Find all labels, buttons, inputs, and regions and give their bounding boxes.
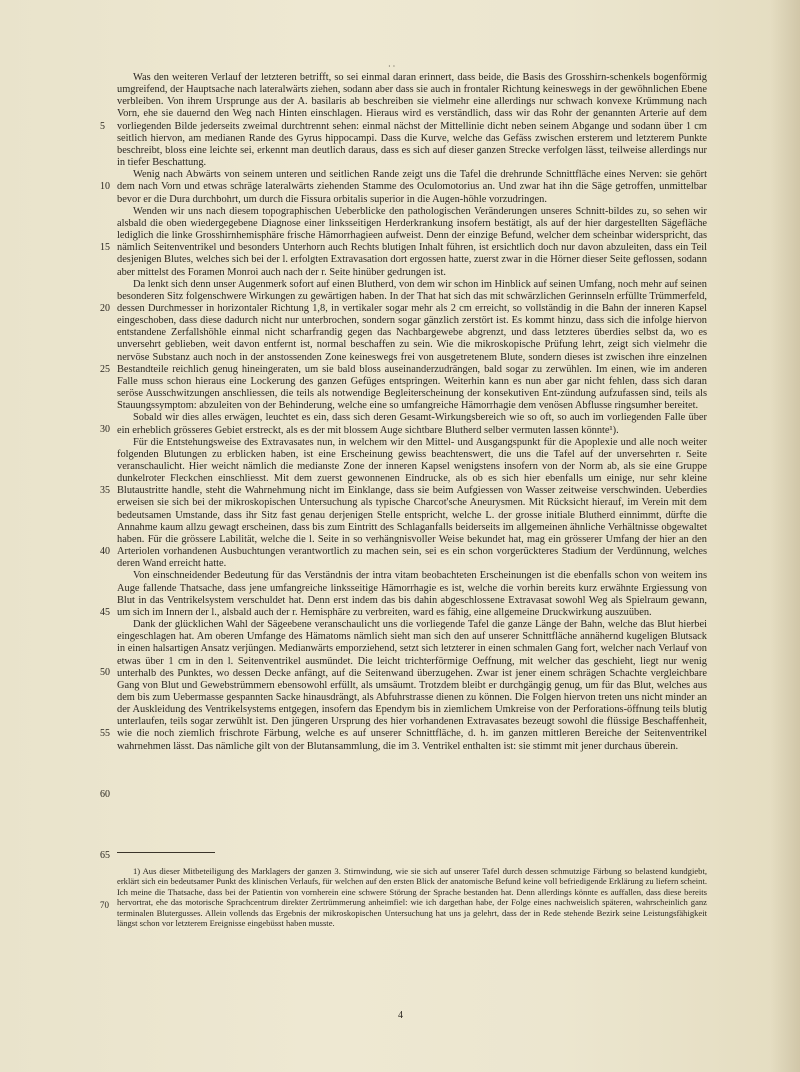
line-number: 55 [100,728,110,740]
top-mark: ·· [388,62,398,71]
line-number: 65 [100,849,110,861]
paragraph: Wenden wir uns nach diesem topographischen Ueberblicke den pathologischen Veränderungen unseres Schnitt-bildes zu, so sehen wir alsbald die oben wiedergegebene Diagnose einer linksseitigen Herderkrankung insofern bestätigt, als auf der hier dargestellten Sägefläche lediglich die linke Grosshirnhemisphäre frische Hämorrhagieen aufweist. Denn der einzige Befund, welcher dem scheinbar widerspricht, das nämlich Seitenventrikel und besonders Unterhorn auch Rechts blutigen Inhalt führen, ist ersichtlich doch nur davon abzuleiten, dass ein Teil desjenigen Blutes, welches sich bei der l. erfolgten Extravasation dort ergossen hatte, zuerst zwar in die Hörner dieser Seite geflossen, sodann aber mittelst des Foramen Monroi auch nach der r. Seite hinüber gedrungen ist. [117,205,707,278]
body-text [117,72,707,753]
paragraph: Sobald wir dies alles erwägen, leuchtet es ein, dass sich deren Gesamt-Wirkungsbereich wie so oft, so auch im vorliegenden Falle über ein erheblich grösseres Gebiet erstreckt, als es der mit blossem Auge sichtbare Blutherd selber vermuten lassen könnte¹). [117,412,707,436]
paragraph: Da lenkt sich denn unser Augenmerk sofort auf einen Blutherd, von dem wir schon im Hinblick auf seinen Umfang, noch mehr auf seinen besonderen Sitz folgenschwere Wirkungen zu gewärtigen haben. In der That hat sich das mit schwärzlichen Gerinnseln erfüllte Trümmerfeld, dessen Durchmesser in horizontaler Richtung 1,8, in vertikaler sogar mehr als 2 cm erreicht, so vollständig in die Bahn der inneren Kapsel eingeschoben, dass diese dadurch nicht nur unterbrochen, sondern sogar gänzlich zerstört ist. Es kommt hinzu, dass sich die infolge hiervon entstandene Zerfallshöhle einmal nicht scharfrandig gegen das Nachbargewebe abgrenzt, und dass letzteres überdies selbst da, wo es unversehrt geblieben, weit davon entfernt ist, normal beschaffen zu sein. Wie die mikroskopische Prüfung lehrt, zeigt sich vielmehr die nervöse Substanz auch noch in der anstossenden Zone keineswegs frei von ausgetretenem Blute, sondern dieses ist zwischen ihre einzelnen Bestandteile reichlich genug hineingeraten, um sie bald bloss auseinanderzudrängen, bald sogar zu zerwühlen. Im einen, wie im anderen Falle muss schon hieraus eine Lockerung des ganzen Gefüges entspringen. Weiterhin kann es nun aber gar nicht fehlen, dass sich daran seröse Ausschwitzungen anschliessen, die teils als notwendige Begleiterscheinung der konsekutiven Ent-zündung aufzufassen sind, teils als Stauungssymptom: abzuleiten von der Behinderung, welche eine so umfangreiche Hämorrhagie dem venösen Abflusse ringsumher bereitet. [117,278,707,412]
line-number: 60 [100,788,110,800]
paragraph: Wenig nach Abwärts von seinem unteren und seitlichen Rande zeigt uns die Tafel die drehrunde Schnittfläche eines Nerven: sie gehört dem nach Vorn und etwas schräge lateralwärts ziehenden Stamme des Oculomotorius an. Und zwar hat ihn die Säge getroffen, unmittelbar bevor er die Dura durchbohrt, um durch die Fissura orbitalis superior in die Augen-höhle vorzudringen. [117,169,707,205]
line-number: 35 [100,485,110,497]
paragraph: Für die Entstehungsweise des Extravasates nun, in welchem wir den Mittel- und Ausgangspunkt für die Apoplexie und alle noch weiter folgenden Blutungen zu erblicken haben, ist eine Erscheinung gewiss beachtenswert, die uns die Tafel auf der unversehrten r. Seite veranschaulicht. Hier weicht nämlich die medianste Zone der inneren Kapsel wenigstens insofern von der Norm ab, als sie eine Gruppe dunkelroter Fleckchen einschliesst. Mit dem zuerst gewonnenen Eindrucke, als ob es sich hier ebenfalls um einige, nur sehr kleine Blutaustritte handle, steht die Wahrnehmung nicht im Einklange, dass sie beim Aufgiessen von Wasser zeitweise verschwinden. Ueberdies erweisen sie sich bei der mikroskopischen Untersuchung als typische Charcot'sche Aneurysmen. Mit Rücksicht hierauf, im Verein mit dem bedeutsamen Umstande, dass ihr Sitz fast genau derjenigen Stelle entspricht, welche L. der grosse initiale Blutherd einnimmt, dürfte die Annahme kaum allzu gewagt erscheinen, dass bis zum Eintritt des Schlaganfalls beiderseits im allgemeinen ähnliche Verhältnisse obgewaltet haben. Für die grössere Labilität, welche die l. Seite in so verhängnisvoller Weise bekundet hat, mag ein grösserer Umfang der hier an den Arteriolen vorhandenen Ausbuchtungen verantwortlich zu machen sein, sei es ein schon vorgerückteres Stadium der Verdünnung, welches deren Wand erreicht hatte. [117,436,707,570]
paragraph: Dank der glücklichen Wahl der Sägeebene veranschaulicht uns die vorliegende Tafel die ganze Länge der Bahn, welche das Blut hierbei eingeschlagen hat. Am oberen Umfange des Hämatoms nämlich sieht man sich den auf unserer Schnittfläche annähernd kugeligen Blutsack in einen halsartigen Ansatz verjüngen. Medianwärts emporziehend, setzt sich letzterer in einen schmalen Gang fort, welcher nach Verlauf von etwas über 1 cm in den l. Seitenventrikel ausmündet. Die leicht trichterförmige Oeffnung, mit welcher das geschieht, liegt nur wenig unterhalb des Punktes, wo dessen Decke anfängt, auf die Seitenwand überzugehen. Zwar ist jener einem schrägen Schachte vergleichbare Gang von Blut und Gewebstrümmern ebensowohl erfüllt, als umsäumt. Trotzdem bleibt er durchgängig genug, um für das Blut, welches aus dem bis zum Uebermasse gespannten Sacke hinausdrängt, als Abfuhrstrasse dienen zu können. Die Folgen hiervon treten uns nicht minder an der Auskleidung des Ventrikelsystems entgegen, insofern das Ependym bis in ziemlichem Umkreise von der Perforations-öffnung teils blutig unterlaufen, teils sogar zerwühlt ist. Den jüngeren Ursprung des hier vorhandenen Extravasates bezeugt sowohl die flüssige Beschaffenheit, wie die noch ziemlich frischrote Färbung, welche es auf unserer Schnittfläche, d. h. im ganzen mittleren Bereiche der Seitenventrikel wahrnehmen lässt. Das nämliche gilt von der Blutansammlung, die im 3. Ventrikel enthalten ist: sie stimmt mit jener durchaus überein. [117,619,707,752]
line-number: 15 [100,242,110,254]
line-number: 70 [100,900,109,910]
line-number: 5 [100,120,105,132]
line-number: 25 [100,363,110,375]
line-number: 10 [100,181,110,193]
paragraph: Von einschneidender Bedeutung für das Verständnis der intra vitam beobachteten Erscheinungen ist die ebenfalls schon von weitem ins Auge fallende Thatsache, dass jene umfangreiche linksseitige Hämorrhagie es ist, welche die vorhin bereits kurz erwähnte Ergiessung von Blut in das Ventrikelsystem verschuldet hat. Denn erst indem das bis dahin abgeschlossene Extravasat sowohl Weg als Spielraum gewann, um sich im Innern der l., alsbald auch der r. Hemisphäre zu verbreiten, ward es fähig, eine allgemeine Druckwirkung auszuüben. [117,570,707,618]
page-number: 4 [398,1010,403,1021]
line-number: 30 [100,424,110,436]
line-number: 45 [100,606,110,618]
line-number: 20 [100,302,110,314]
footnote-divider [117,852,215,853]
footnote-text: 1) Aus dieser Mitbeteiligung des Marklagers der ganzen 3. Stirnwindung, wie sie sich auf unserer Tafel durch dessen schmutzige Färbung so belastend kundgiebt, erklärt sich ein bedeutsamer Punkt des klinischen Verlaufs, für welchen auf den ersten Blick der anatomische Befund keine voll befriedigende Erklärung zu liefern scheint. Ich meine die Thatsache, dass bei der Patientin von vornherein eine schwere Störung der Sprache bestanden hat. Denn allerdings könnte es auffallen, dass diese bereits hervortrat, ehe das motorische Sprachcentrum direkter Zertrümmerung anheimfiel: wie ich dargethan habe, der Folge eines nachweislich späteren, wahrscheinlich ganz terminalen Blutergusses. Allein vollends das Ergebnis der mikroskopischen Untersuchung hat uns ja gelehrt, dass der in Rede stehende Bezirk seine Leistungsfähigkeit längst schon vor letzterem Ereignisse eingebüsst haben musste. [117,866,707,929]
line-number: 50 [100,667,110,679]
footnote [117,866,707,928]
paragraph: Was den weiteren Verlauf der letzteren betrifft, so sei einmal daran erinnert, dass beide, die Basis des Grosshirn-schenkels bogenförmig umgreifend, der Hauptsache nach lateralwärts ziehen, sodann aber dass sie auch in frontaler Richtung keineswegs in der gewöhnlichen Ebene verbleiben. Von ihrem Ursprunge aus der A. basilaris ab beschreiben sie vielmehr eine allerdings nur schwach konvexe Krümmung nach Vorn, ehe sie dauernd den Weg nach Hinten einschlagen. Hieraus wird es verständlich, dass wir das Rohr der genannten Arterie auf dem vorliegenden Bilde jederseits zweimal durchtrennt sehen: einmal nächst der Mittellinie dicht neben seinem Abgange und sodann über 1 cm seitlich hiervon, am medianen Rande des Gyrus hippocampi. Dass die Kurve, welche das Gefäss zwischen ersterem und letzterem Punkte beschreibt, bloss eine leichte sei, erkennt man deutlich daraus, dass es sich auf dieser ganzen Strecke verfolgen lässt, teilweise allerdings nur in tiefer Beschattung. [117,72,707,169]
line-number: 40 [100,545,110,557]
